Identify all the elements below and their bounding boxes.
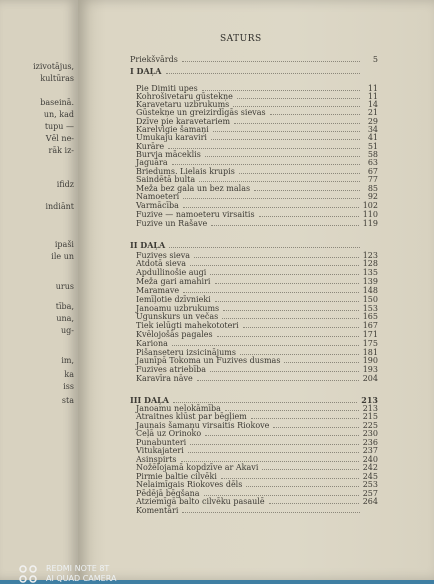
leader-dots [240, 354, 359, 355]
entry-title: Vitukajateri [136, 446, 184, 455]
contents-section-row [130, 66, 378, 76]
leader-dots [204, 495, 359, 496]
entry-page-number: 245 [362, 472, 378, 481]
contents-entry-row [136, 480, 378, 489]
entry-page-number: 128 [362, 259, 378, 268]
leader-dots [225, 410, 359, 411]
left-page-fragment: iss [63, 382, 74, 391]
entry-title: Jaunīpā Tokoma un Fuzives dusmas [136, 356, 281, 365]
entry-page-number: 110 [362, 210, 378, 219]
leader-dots [166, 73, 360, 74]
leader-dots [234, 123, 360, 124]
contents-entry-row [130, 55, 378, 64]
leader-dots [239, 173, 360, 174]
entry-title: Atraitnes klūst par bēgļiem [136, 412, 247, 421]
entry-page-number: 242 [362, 463, 378, 472]
left-page-fragment: rāk iz- [48, 146, 74, 155]
entry-title: Fuzives sieva [136, 251, 191, 260]
left-page-fragment: tupu — [44, 122, 74, 131]
entry-title: Nožēlojamā kopdzīve ar Akavi [136, 463, 259, 472]
contents-entry-row [136, 158, 378, 167]
left-page-fragment: urus [55, 282, 74, 291]
entry-page-number: 135 [362, 268, 378, 277]
entry-title: Janoamu nelokāmība [136, 404, 221, 413]
left-page-fragment: indiānt [45, 202, 74, 211]
entry-title: Fuzives atriebība [136, 365, 207, 374]
entry-page-number: 215 [362, 412, 378, 421]
leader-dots [211, 139, 360, 140]
entry-title: Pirmie baltie cilvēki [136, 472, 217, 481]
leader-dots [215, 283, 359, 284]
entry-title: Asinspirts [136, 455, 177, 464]
entry-page-number: 236 [362, 438, 378, 447]
leader-dots [172, 345, 359, 346]
entry-title: Kariona [136, 339, 168, 348]
entry-page-number: 67 [367, 167, 378, 176]
leader-dots [210, 274, 358, 275]
entry-page-number: 257 [362, 489, 378, 498]
contents-entry-row [136, 497, 378, 506]
entry-title: Varmācība [136, 201, 179, 210]
entry-title: Meža gari amahiri [136, 277, 211, 286]
entry-title: Gūstekņe un greizirdīgās sievas [136, 108, 266, 117]
entry-title: Kurāre [136, 142, 165, 151]
leader-dots [273, 427, 358, 428]
entry-page-number: 85 [367, 184, 378, 193]
entry-title: Karavīra nāve [136, 374, 193, 383]
entry-title: Janoamu uzbrukums [136, 304, 220, 313]
entry-page-number: 34 [367, 125, 378, 134]
entry-page-number: 139 [362, 277, 378, 286]
entry-title: Dzīve pie karavetariem [136, 117, 231, 126]
entry-title: Burvja māceklis [136, 150, 201, 159]
leader-dots [217, 336, 359, 337]
entry-page-number: 63 [367, 158, 378, 167]
entry-page-number: 213 [361, 395, 378, 405]
entry-page-number: 153 [362, 304, 378, 313]
leader-dots [183, 207, 359, 208]
leader-dots [221, 478, 359, 479]
leader-dots [262, 469, 358, 470]
contents-entry-row [136, 259, 378, 268]
leader-dots [205, 435, 359, 436]
leader-dots [211, 225, 358, 226]
entry-title: Jaguāra [136, 158, 168, 167]
entry-page-number: 29 [367, 117, 378, 126]
contents-heading: SATURS [220, 34, 262, 44]
entry-title: Kvēlojošās pagales [136, 330, 213, 339]
contents-entry-row [136, 429, 378, 438]
contents-entry-row [136, 374, 378, 383]
contents-entry-row [136, 219, 378, 228]
entry-page-number: 123 [362, 251, 378, 260]
entry-page-number: 77 [367, 175, 378, 184]
leader-dots [210, 371, 359, 372]
leader-dots [190, 265, 359, 266]
contents-entry-row [136, 210, 378, 219]
entry-title: Priekšvārds [130, 55, 178, 64]
entry-title: Jaunais šamaņu virsaitis Riokove [136, 421, 270, 430]
contents-entry-row [136, 446, 378, 455]
entry-title: I DAĻA [130, 66, 162, 76]
left-page [0, 0, 78, 580]
entry-title: Karavetaru uzbrukums [136, 100, 230, 109]
entry-page-number: 150 [362, 295, 378, 304]
entry-page-number: 119 [362, 219, 378, 228]
contents-entry-row [136, 312, 378, 321]
leader-dots [284, 362, 358, 363]
leader-dots [199, 181, 360, 182]
contents-entry-row [136, 108, 378, 117]
entry-title: Ugunskurs un večas [136, 312, 219, 321]
leader-dots [173, 402, 357, 403]
contents-entry-row [136, 175, 378, 184]
entry-title: Briedums. Lielais krupis [136, 167, 235, 176]
entry-page-number: 181 [362, 348, 378, 357]
entry-page-number: 193 [362, 365, 378, 374]
left-page-fragment: im, [61, 356, 74, 365]
entry-page-number: 11 [367, 84, 378, 93]
leader-dots [172, 164, 360, 165]
contents-entry-row [136, 201, 378, 210]
left-page-fragment: kultūras [40, 74, 74, 83]
leader-dots [197, 380, 359, 381]
entry-page-number: 41 [367, 133, 378, 142]
leader-dots [246, 486, 358, 487]
contents-entry-row [136, 192, 378, 201]
entry-title: Pie Dimiti upes [136, 84, 198, 93]
contents-entry-row [136, 321, 378, 330]
leader-dots [269, 503, 359, 504]
entry-title: Fuzive — namoeteru virsaitis [136, 210, 255, 219]
entry-page-number: 11 [367, 92, 378, 101]
contents-entry-row [136, 295, 378, 304]
leader-dots [183, 292, 359, 293]
left-page-fragment: sta [61, 396, 74, 405]
left-page-fragment: izivotājus, [33, 62, 74, 71]
entry-title: Komentāri [136, 506, 179, 515]
contents-entry-row [136, 133, 378, 142]
leader-dots [205, 156, 360, 157]
entry-page-number: 237 [362, 446, 378, 455]
leader-dots [182, 61, 360, 62]
contents-entry-row [136, 268, 378, 277]
leader-dots [194, 257, 359, 258]
leader-dots [202, 90, 360, 91]
entry-title: Umukaju karaviri [136, 133, 207, 142]
entry-title: II DAĻA [130, 240, 166, 250]
leader-dots [169, 247, 360, 248]
entry-title: Saindētā bulta [136, 175, 196, 184]
entry-title: Punabunteri [136, 438, 187, 447]
entry-page-number: 213 [362, 404, 378, 413]
entry-page-number: 148 [362, 286, 378, 295]
leader-dots [233, 106, 360, 107]
entry-page-number: 165 [362, 312, 378, 321]
leader-dots [237, 98, 360, 99]
leader-dots [222, 318, 359, 319]
contents-entry-row [136, 356, 378, 365]
entry-page-number: 102 [362, 201, 378, 210]
entry-title: Atdotā sieva [136, 259, 187, 268]
entry-page-number: 58 [367, 150, 378, 159]
contents-entry-row [136, 412, 378, 421]
leader-dots [190, 444, 359, 445]
entry-title: Nelaimīgais Riokoves dēls [136, 480, 243, 489]
left-page-fragment: ile un [51, 252, 74, 261]
entry-title: Maramave [136, 286, 180, 295]
leader-dots [251, 418, 359, 419]
contents-entry-row [136, 330, 378, 339]
entry-page-number: 175 [362, 339, 378, 348]
leader-dots [182, 512, 360, 513]
left-page-fragment: ifidz [56, 180, 74, 189]
entry-title: Iemīļotie dzīvnieki [136, 295, 211, 304]
camera-logo-icon [18, 564, 38, 584]
entry-title: Namoeteri [136, 192, 180, 201]
contents-entry-row [136, 463, 378, 472]
leader-dots [215, 301, 359, 302]
left-page-fragment: una, [56, 314, 74, 323]
entry-title: Apdullinošie augi [136, 268, 207, 277]
entry-title: Karelvigie šamaņi [136, 125, 209, 134]
leader-dots [181, 461, 359, 462]
entry-page-number: 14 [367, 100, 378, 109]
entry-page-number: 190 [362, 356, 378, 365]
contents-entry-row [136, 277, 378, 286]
entry-page-number: 51 [367, 142, 378, 151]
leader-dots [270, 114, 360, 115]
left-page-fragment: ug- [61, 326, 74, 335]
leader-dots [254, 190, 360, 191]
entry-page-number: 204 [362, 374, 378, 383]
leader-dots [243, 327, 359, 328]
entry-title: Kohrošivetaru gūstekņe [136, 92, 233, 101]
leader-dots [213, 131, 360, 132]
entry-title: III DAĻA [130, 395, 169, 405]
entry-title: Tiek ielūgti mahekototeri [136, 321, 239, 330]
leader-dots [168, 148, 360, 149]
left-page-fragment: un, kad [43, 110, 74, 119]
leader-dots [188, 452, 359, 453]
entry-title: Ceļā uz Orinoko [136, 429, 202, 438]
entry-title: Meža bez gala un bez malas [136, 184, 251, 193]
entry-page-number: 5 [372, 55, 378, 64]
left-page-fragment: ka [64, 370, 74, 379]
entry-title: Pišanseteru izsicinājums [136, 348, 236, 357]
left-page-fragment: Vēl ne- [45, 134, 74, 143]
entry-title: Fuzive un Rašave [136, 219, 208, 228]
contents-entry-row [136, 286, 378, 295]
contents-page [78, 0, 434, 580]
left-page-fragment: ipaši [54, 240, 74, 249]
contents-entry-row [136, 506, 378, 515]
entry-page-number: 230 [362, 429, 378, 438]
leader-dots [223, 310, 359, 311]
entry-title: Pēdējā bēgšana [136, 489, 200, 498]
entry-page-number: 240 [362, 455, 378, 464]
leader-dots [259, 216, 359, 217]
leader-dots [183, 198, 360, 199]
entry-page-number: 21 [367, 108, 378, 117]
left-page-fragment: baseinā. [40, 98, 74, 107]
contents-entry-row [136, 339, 378, 348]
entry-page-number: 92 [367, 192, 378, 201]
contents-entry-row [136, 365, 378, 374]
watermark-line-2: AI QUAD CAMERA [46, 574, 117, 583]
entry-page-number: 253 [362, 480, 378, 489]
entry-page-number: 225 [362, 421, 378, 430]
contents-section-row [130, 240, 378, 250]
left-page-fragment: tība, [55, 302, 74, 311]
entry-page-number: 171 [362, 330, 378, 339]
entry-page-number: 167 [362, 321, 378, 330]
entry-title: Atziemīgā balto cilvēku pasaulē [136, 497, 265, 506]
watermark-line-1: REDMI NOTE 8T [46, 564, 110, 573]
entry-page-number: 264 [362, 497, 378, 506]
